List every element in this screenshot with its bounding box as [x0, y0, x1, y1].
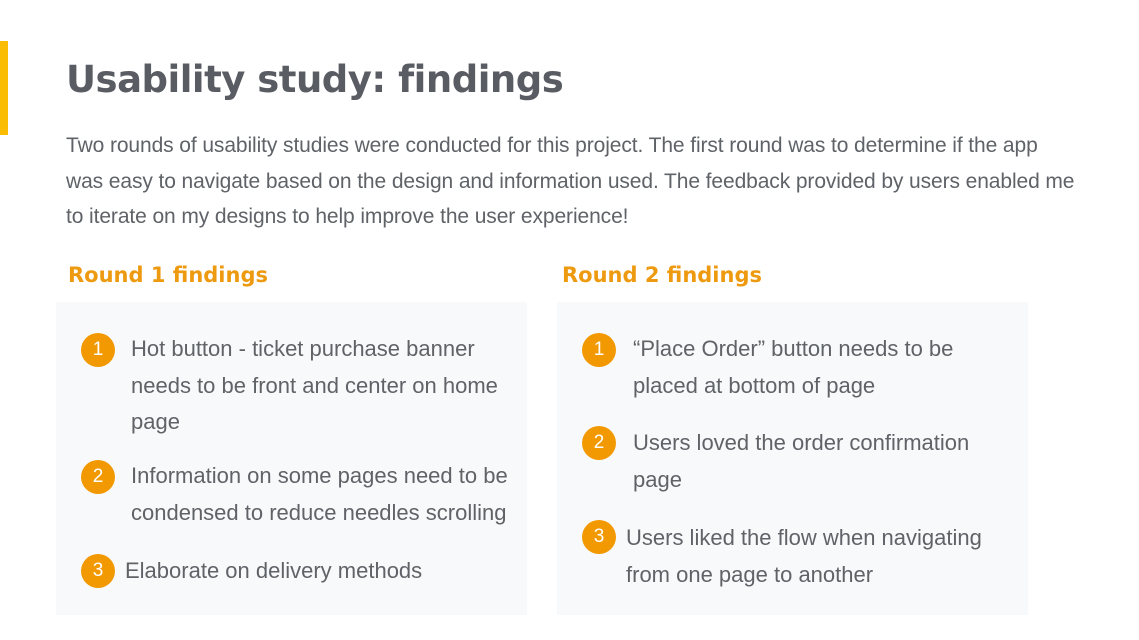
finding-text: Information on some pages need to be condensed to reduce needles scrolling — [131, 463, 508, 525]
round-1-panel — [56, 302, 527, 615]
number-badge: 1 — [582, 333, 616, 367]
finding-text: Hot button - ticket purchase banner needs to be front and center on home page — [131, 336, 498, 434]
finding-text: Elaborate on delivery methods — [125, 558, 423, 583]
number-badge: 1 — [81, 333, 115, 367]
number-badge: 2 — [81, 460, 115, 494]
finding-text: Users liked the flow when navigating from one page to another — [626, 525, 982, 587]
round-2-panel — [557, 302, 1028, 615]
accent-bar — [0, 41, 8, 135]
number-badge: 2 — [582, 426, 616, 460]
finding-text: “Place Order” button needs to be placed at bottom of page — [633, 336, 954, 398]
round-2-heading: Round 2 findings — [562, 263, 762, 287]
round-1-heading: Round 1 findings — [68, 263, 268, 287]
finding-text: Users loved the order confirmation page — [633, 430, 970, 492]
page-title: Usability study: findings — [66, 58, 564, 101]
number-badge: 3 — [582, 520, 616, 554]
number-badge: 3 — [81, 554, 115, 588]
intro-paragraph: Two rounds of usability studies were conducted for this project. The first round was to determine if the app was easy to navigate based on the design and information used. The feedback provided by users enabled me to iterate on my designs to help improve the user experience! — [66, 134, 1075, 228]
